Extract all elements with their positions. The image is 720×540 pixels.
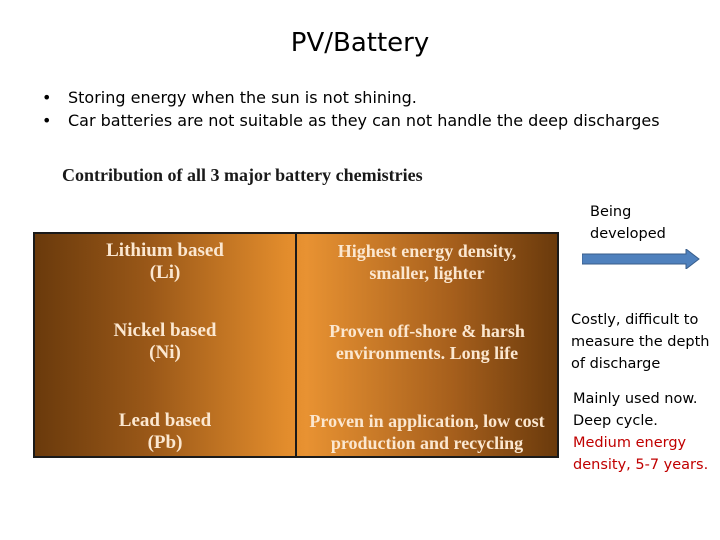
property-cell-nickel: [297, 320, 557, 364]
property-line: Proven in application, low cost: [309, 411, 545, 431]
chemistry-name: Lithium based: [106, 240, 224, 261]
right-arrow-icon: [582, 249, 700, 269]
bullet-text: Storing energy when the sun is not shining.: [68, 88, 417, 107]
property-line: production and recycling: [330, 433, 524, 453]
chemistry-symbol: (Pb): [147, 432, 183, 453]
bullet-list: [42, 86, 660, 132]
bullet-item: [42, 86, 660, 109]
bullet-dot: •: [42, 88, 52, 107]
bullet-dot: •: [42, 111, 52, 130]
arrow-shape: [582, 249, 699, 269]
chemistry-name: Lead based: [118, 410, 212, 431]
table-caption: Contribution of all 3 major battery chemistries: [62, 165, 423, 185]
note-line-highlight: Medium energy: [573, 435, 687, 451]
note-line: Being: [590, 204, 632, 220]
note-lithium: [590, 201, 666, 245]
note-line: Deep cycle.: [573, 413, 658, 429]
bullet-text: Car batteries are not suitable as they can not handle the deep discharges: [68, 111, 660, 130]
chemistry-symbol: (Li): [149, 262, 181, 283]
slide-title: PV/Battery: [290, 28, 430, 58]
chemistry-symbol: (Ni): [149, 342, 181, 363]
chemistry-cell-lithium: [35, 240, 295, 284]
property-line: environments. Long life: [335, 343, 519, 363]
note-line-highlight: density, 5-7 years.: [573, 457, 709, 473]
note-lead: [573, 388, 708, 476]
battery-chemistry-table: [33, 232, 559, 458]
note-line: developed: [590, 226, 666, 242]
property-line: Proven off-shore & harsh: [329, 321, 525, 341]
note-line: measure the depth: [571, 334, 710, 350]
property-cell-lithium: [297, 240, 557, 284]
property-cell-lead: [297, 410, 557, 454]
note-line: Costly, difficult to: [571, 312, 699, 328]
note-line: of discharge: [571, 356, 661, 372]
bullet-item: [42, 109, 660, 132]
note-nickel: [571, 309, 709, 375]
chemistry-cell-lead: [35, 410, 295, 454]
chemistry-name: Nickel based: [113, 320, 217, 341]
property-line: smaller, lighter: [369, 263, 485, 283]
chemistry-cell-nickel: [35, 320, 295, 364]
property-line: Highest energy density,: [337, 241, 517, 261]
note-line: Mainly used now.: [573, 391, 698, 407]
